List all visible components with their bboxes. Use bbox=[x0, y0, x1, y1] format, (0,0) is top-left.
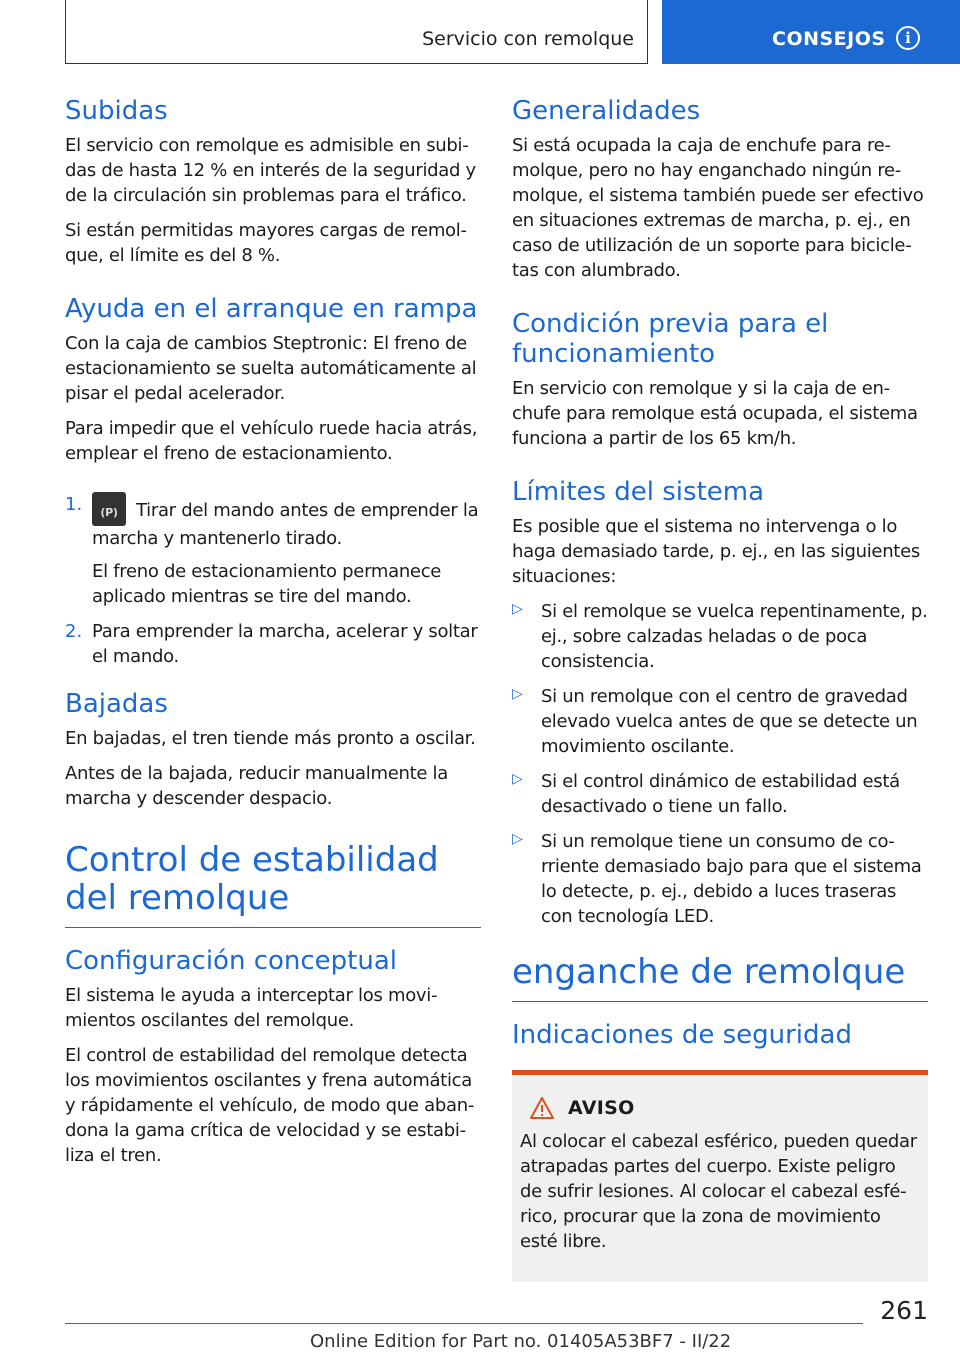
bullet-text: Si el control dinámico de estabilidad está desactivado o tiene un fallo. bbox=[541, 771, 900, 817]
enganche-heading: enganche de remolque bbox=[512, 953, 928, 1002]
step-text: Para emprender la marcha, acelerar y soltar el mando. bbox=[92, 621, 478, 667]
bajadas-paragraph-2: Antes de la bajada, reducir manualmente la marcha y descender despacio. bbox=[65, 763, 448, 809]
step-text-content: Tirar del mando antes de emprender la marcha y mantenerlo tirado. bbox=[92, 500, 479, 549]
config-paragraph-1: El sistema le ayuda a interceptar los movimientos oscilantes del remolque. bbox=[65, 985, 438, 1031]
warning-triangle-icon bbox=[530, 1097, 554, 1119]
limites-list bbox=[512, 599, 928, 929]
list-item bbox=[512, 769, 928, 819]
step-text bbox=[92, 492, 481, 551]
list-item bbox=[512, 829, 928, 929]
warning-header bbox=[530, 1097, 920, 1119]
bullet-icon: ▷ bbox=[512, 771, 523, 787]
warning-title: AVISO bbox=[568, 1097, 635, 1119]
bullet-text: Si un remolque tiene un consumo de corriente demasiado bajo para que el sistema lo detecte, p. ej., debido a luces traseras con tecnología LED. bbox=[541, 831, 922, 927]
right-column bbox=[512, 96, 928, 1282]
subidas-paragraph-2: Si están permitidas mayores cargas de remolque, el límite es del 8 %. bbox=[65, 220, 467, 266]
ayuda-paragraph-2: Para impedir que el vehículo ruede hacia atrás, emplear el freno de estacionamiento. bbox=[65, 418, 478, 464]
left-column bbox=[65, 96, 481, 1178]
footer-edition: Online Edition for Part no. 01405A53BF7 - II/22 bbox=[310, 1331, 732, 1352]
ayuda-paragraph-1: Con la caja de cambios Steptronic: El freno de estacionamiento se suelta automáticamente al pisar el pedal acelerador. bbox=[65, 333, 477, 404]
config-heading: Configuración conceptual bbox=[65, 946, 397, 976]
subidas-heading: Subidas bbox=[65, 96, 168, 126]
limites-heading: Límites del sistema bbox=[512, 477, 765, 507]
page-number: 261 bbox=[880, 1296, 928, 1325]
info-icon: i bbox=[896, 26, 920, 50]
list-item bbox=[65, 492, 481, 609]
header-tab-label: CONSEJOS bbox=[772, 28, 886, 50]
list-item bbox=[512, 684, 928, 759]
warning-box bbox=[512, 1070, 928, 1282]
bullet-icon: ▷ bbox=[512, 831, 523, 847]
step-subtext: El freno de estacionamiento permanece aplicado mientras se tire del mando. bbox=[92, 561, 442, 607]
control-heading: Control de estabilidad del remolque bbox=[65, 841, 481, 928]
generalidades-paragraph: Si está ocupada la caja de enchufe para remolque, pero no hay enganchado ningún remolque, el sistema también puede ser efectivo en situaciones extremas de marcha, p. ej., en caso de utilización de un soporte para bicicletas con alumbrado. bbox=[512, 135, 924, 281]
indicaciones-heading: Indicaciones de seguridad bbox=[512, 1020, 852, 1050]
ayuda-heading: Ayuda en el arranque en rampa bbox=[65, 294, 478, 324]
config-paragraph-2: El control de estabilidad del remolque detecta los movimientos oscilantes y frena automática y rápidamente el vehículo, de modo que abandona la gama crítica de velocidad y se estabiliza el tren. bbox=[65, 1045, 475, 1166]
list-item bbox=[65, 619, 481, 669]
bullet-text: Si un remolque con el centro de gravedad elevado vuelca antes de que se detecte un movimiento oscilante. bbox=[541, 686, 918, 757]
bajadas-heading: Bajadas bbox=[65, 689, 168, 719]
condicion-paragraph: En servicio con remolque y si la caja de enchufe para remolque está ocupada, el sistema funciona a partir de los 65 km/h. bbox=[512, 378, 918, 449]
bullet-icon: ▷ bbox=[512, 686, 523, 702]
header-section-title: Servicio con remolque bbox=[422, 28, 634, 50]
step-number: 2. bbox=[65, 621, 83, 642]
generalidades-heading: Generalidades bbox=[512, 96, 701, 126]
bajadas-paragraph-1: En bajadas, el tren tiende más pronto a oscilar. bbox=[65, 728, 476, 749]
list-item bbox=[512, 599, 928, 674]
limites-paragraph: Es posible que el sistema no intervenga o lo haga demasiado tarde, p. ej., en las siguientes situaciones: bbox=[512, 516, 920, 587]
bullet-text: Si el remolque se vuelca repentinamente, p. ej., sobre calzadas heladas o de poca consistencia. bbox=[541, 601, 928, 672]
steps-list bbox=[65, 492, 481, 669]
subidas-paragraph-1: El servicio con remolque es admisible en subidas de hasta 12 % en interés de la seguridad y de la circulación sin problemas para el tráfico. bbox=[65, 135, 476, 206]
bullet-icon: ▷ bbox=[512, 601, 523, 617]
condicion-heading: Condición previa para el funcionamiento bbox=[512, 309, 829, 369]
parking-brake-icon bbox=[92, 492, 126, 526]
footer-rule bbox=[65, 1323, 863, 1324]
step-number: 1. bbox=[65, 494, 83, 515]
warning-text: Al colocar el cabezal esférico, pueden quedar atrapadas partes del cuerpo. Existe peligro de sufrir lesiones. Al colocar el cabezal esférico, procurar que la zona de movimiento esté libre. bbox=[520, 1131, 917, 1252]
header-tab-consejos[interactable] bbox=[662, 0, 960, 64]
